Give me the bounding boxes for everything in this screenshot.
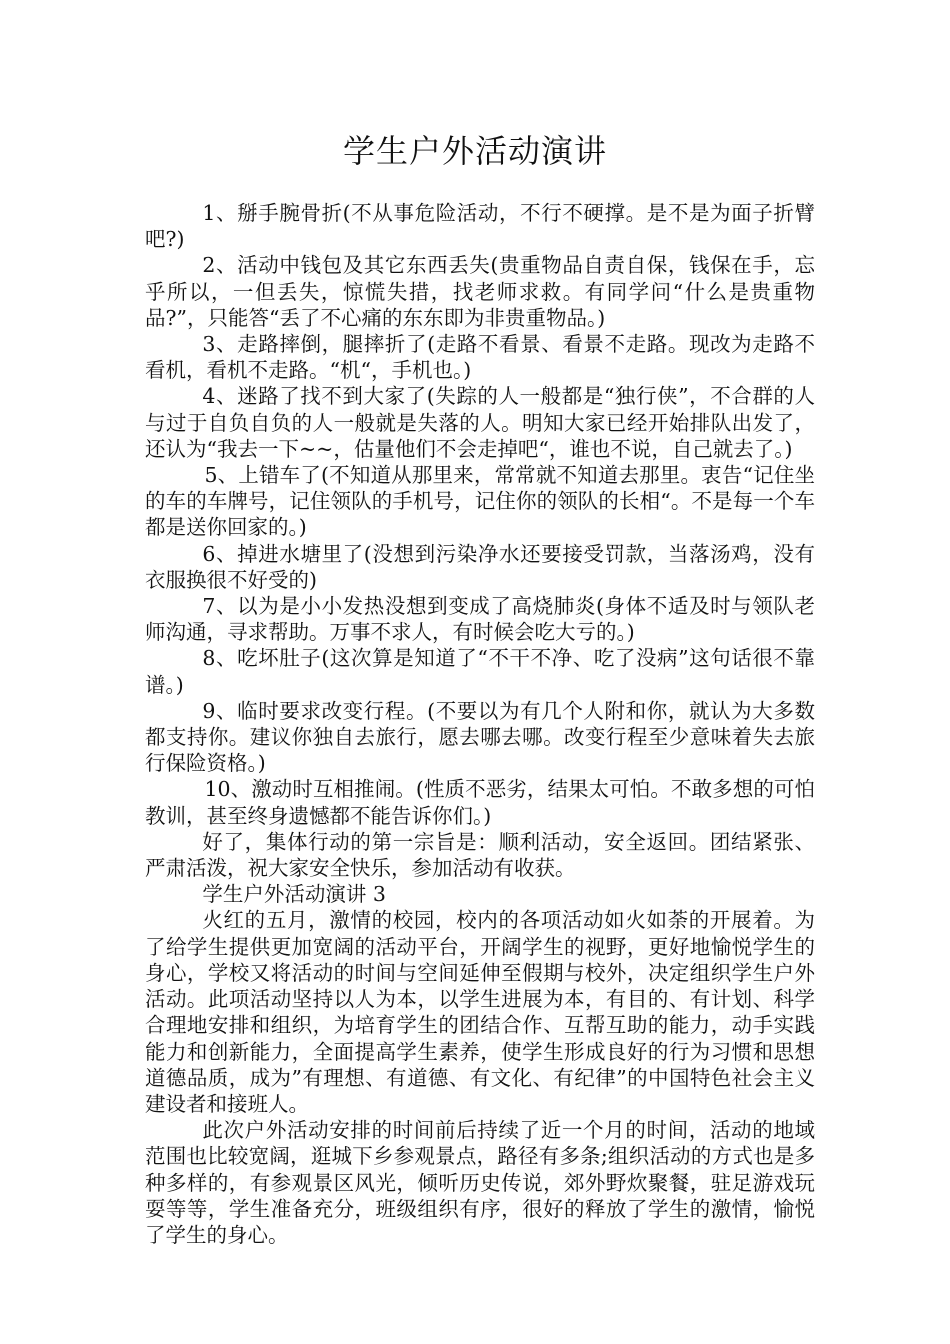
paragraph: 7、以为是小小发热没想到变成了高烧肺炎(身体不适及时与领队老师沟通，寻求帮助。万事不求人，有时候会吃大亏的。) [145,594,815,645]
paragraph: 6、掉进水塘里了(没想到污染净水还要接受罚款，当落汤鸡，没有衣服换很不好受的) [145,541,815,592]
paragraph: 此次户外活动安排的时间前后持续了近一个月的时间，活动的地域范围也比较宽阔，逛城下乡参观景点，路径有多条;组织活动的方式也是多种多样的，有参观景区风光，倾听历史传说，郊外野炊聚餐，驻足游戏玩耍等等，学生准备充分，班级组织有序，很好的释放了学生的激情，愉悦了学生的身心。 [145,1118,815,1247]
paragraph: 好了，集体行动的第一宗旨是：顺利活动，安全返回。团结紧张、严肃活泼，祝大家安全快乐，参加活动有收获。 [145,829,815,881]
paragraph: 10、激动时互相推闹。(性质不恶劣，结果太可怕。不敢多想的可怕教训，甚至终身遗憾都不能告诉你们。) [145,777,815,828]
paragraph: 9、临时要求改变行程。(不要以为有几个人附和你，就认为大多数都支持你。建议你独自去旅行，愿去哪去哪。改变行程至少意味着失去旅行保险资格。) [145,698,815,776]
document-title: 学生户外活动演讲 [342,132,607,170]
paragraph: 3、走路摔倒，腿摔折了(走路不看景、看景不走路。现改为走路不看机，看机不走路。“机“，手机也。) [145,332,815,383]
paragraph: 4、迷路了找不到大家了(失踪的人一般都是“独行侠”，不合群的人与过于自负自负的人一般就是失落的人。明知大家已经开始排队出发了，还认为“我去一下~~，估量他们不会走掉吧“，谁也不说，自己就去了。) [145,384,815,461]
document-body [145,200,815,1248]
paragraph: 5、上错车了(不知道从那里来，常常就不知道去那里。衷告“记住坐的车的车牌号，记住领队的手机号，记住你的领队的长相“。不是每一个车都是送你回家的。) [145,463,815,540]
paragraph: 8、吃坏肚子(这次算是知道了“不干不净、吃了没病”这句话很不靠谱。) [145,646,815,697]
paragraph: 火红的五月，激情的校园，校内的各项活动如火如荼的开展着。为了给学生提供更加宽阔的活动平台，开阔学生的视野，更好地愉悦学生的身心，学校又将活动的时间与空间延伸至假期与校外，决定组织学生户外活动。此项活动坚持以人为本，以学生进展为本，有目的、有计划、科学合理地安排和组织，为培育学生的团结合作、互帮互助的能力，动手实践能力和创新能力，全面提高学生素养，使学生形成良好的行为习惯和思想道德品质，成为”有理想、有道德、有文化、有纪律”的中国特色社会主义建设者和接班人。 [145,908,815,1116]
section-heading: 学生户外活动演讲 3 [202,882,386,907]
paragraph: 1、掰手腕骨折(不从事危险活动，不行不硬撑。是不是为面子折臂吧?) [145,201,815,252]
paragraph: 2、活动中钱包及其它东西丢失(贵重物品自责自保，钱保在手，忘乎所以，一但丢失，惊慌失措，找老师求救。有同学问“什么是贵重物品?”，只能答“丢了不心痛的东东即为非贵重物品。) [145,253,815,330]
